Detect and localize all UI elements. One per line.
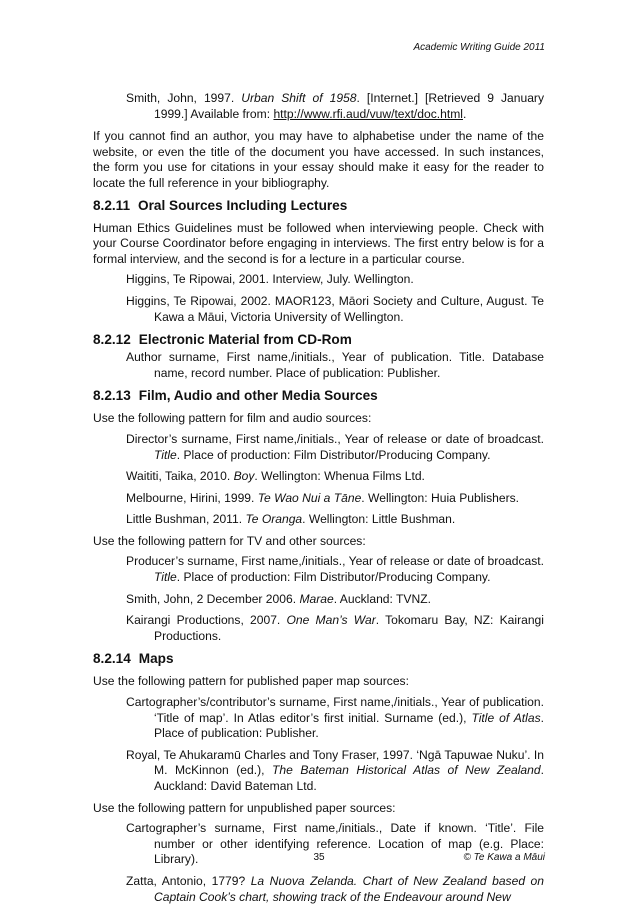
section-heading-oral: 8.2.11 Oral Sources Including Lectures bbox=[93, 197, 348, 213]
reference-url-link[interactable]: http://www.rfi.aud/vuw/text/doc.html bbox=[273, 106, 463, 121]
page-content bbox=[93, 91, 544, 911]
reference-tv-pattern: Producer’s surname, First name,/initials., Year of release or date of broadcast. Title. Place of production: Film Distributor/Producing Company. bbox=[126, 554, 544, 585]
reference-map-pattern: Cartographer’s/contributor’s surname, First name,/initials., Year of publication. ‘Title of map’. In Atlas editor’s first initial. Surname (ed.), Title of Atlas. Place of publication: Publisher. bbox=[126, 695, 544, 741]
paragraph-map-intro: Use the following pattern for published paper map sources: bbox=[93, 674, 409, 689]
reference-unpublished-pattern: Cartographer’s surname, First name,/initials., Date if known. ‘Title’. File number or other identifying reference. Location of map (e.g. Place: Library). bbox=[126, 821, 544, 867]
reference-higgins-interview: Higgins, Te Ripowai, 2001. Interview, July. Wellington. bbox=[126, 272, 414, 287]
running-header: Academic Writing Guide 2011 bbox=[413, 42, 545, 53]
reference-higgins-lecture: Higgins, Te Ripowai, 2002. MAOR123, Māori Society and Culture, August. Te Kawa a Māui, Victoria University of Wellington. bbox=[126, 293, 544, 324]
paragraph-film-intro: Use the following pattern for film and audio sources: bbox=[93, 411, 372, 426]
paragraph-unpublished-intro: Use the following pattern for unpublished paper sources: bbox=[93, 800, 396, 815]
section-heading-cdrom: 8.2.12 Electronic Material from CD-Rom bbox=[93, 332, 352, 348]
section-heading-maps: 8.2.14 Maps bbox=[93, 651, 174, 667]
reference-royal: Royal, Te Ahukaramū Charles and Tony Fraser, 1997. ‘Ngā Tapuwae Nuku’. In M. McKinnon (ed.), The Bateman Historical Atlas of New Zealand. Auckland: David Bateman Ltd. bbox=[126, 747, 544, 793]
reference-zatta: Zatta, Antonio, 1779? La Nuova Zelanda. Chart of New Zealand based on Captain Cook’s chart, showing track of the Endeavour around New bbox=[126, 873, 544, 904]
footer-copyright: © Te Kawa a Māui bbox=[463, 852, 545, 863]
paragraph-no-author: If you cannot find an author, you may have to alphabetise under the name of the website, or even the title of the document you have accessed. In such instances, the form you use for citations in your essay should make it easy for the reader to locate the full reference in your bibliography. bbox=[93, 129, 544, 190]
section-heading-film: 8.2.13 Film, Audio and other Media Sources bbox=[93, 388, 378, 404]
page-number: 35 bbox=[313, 852, 325, 863]
reference-smith-tv: Smith, John, 2 December 2006. Marae. Auckland: TVNZ. bbox=[126, 591, 431, 606]
reference-smith-web: Smith, John, 1997. Urban Shift of 1958. [Internet.] [Retrieved 9 January 1999.] Available from: http://www.rfi.aud/vuw/text/doc.html. bbox=[126, 91, 545, 121]
reference-little-bushman: Little Bushman, 2011. Te Oranga. Wellington: Little Bushman. bbox=[126, 512, 456, 527]
reference-waititi: Waititi, Taika, 2010. Boy. Wellington: Whenua Films Ltd. bbox=[126, 469, 425, 484]
reference-cdrom-pattern: Author surname, First name,/initials., Year of publication. Title. Database name, record number. Place of publication: Publisher. bbox=[126, 350, 544, 380]
reference-melbourne: Melbourne, Hirini, 1999. Te Wao Nui a Tāne. Wellington: Huia Publishers. bbox=[126, 490, 520, 505]
reference-film-pattern: Director’s surname, First name,/initials., Year of release or date of broadcast. Title. Place of production: Film Distributor/Producing Company. bbox=[126, 431, 544, 462]
paragraph-tv-intro: Use the following pattern for TV and other sources: bbox=[93, 533, 366, 548]
reference-kairangi: Kairangi Productions, 2007. One Man’s War. Tokomaru Bay, NZ: Kairangi Productions. bbox=[126, 613, 544, 643]
paragraph-ethics: Human Ethics Guidelines must be followed when interviewing people. Check with your Course Coordinator before engaging in interviews. The first entry below is for a formal interview, and the second is for a lecture in a particular course. bbox=[93, 220, 544, 266]
